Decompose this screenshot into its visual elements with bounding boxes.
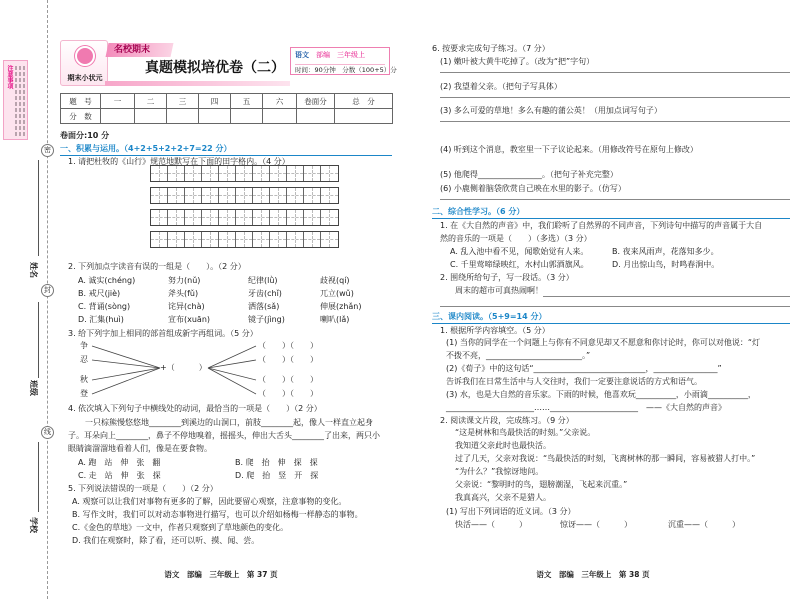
tianzige-box — [202, 188, 219, 203]
subject: 语文 — [295, 51, 309, 59]
page-title: 真题模拟培优卷（二） — [145, 60, 285, 76]
q2-option: 努力(nǔ) — [168, 276, 201, 285]
banner-text: 名校期末 — [114, 45, 151, 55]
exam-time: 时间：90分钟 — [295, 66, 336, 74]
paper-score: 卷面分:10 分 — [60, 131, 110, 140]
q2-option: 纪律(lǜ) — [248, 276, 278, 285]
s2-q1-option: B. 夜来风雨声，花落知多少。 — [612, 247, 719, 256]
passage-line: 过了几天，父亲对我说：“鸟最快活的时刻，飞离树林的那一瞬间，容易被猎人打中。” — [455, 454, 756, 463]
tianzige-box — [219, 166, 236, 181]
tianzige-box — [151, 166, 168, 181]
notice-box — [3, 60, 28, 140]
passage-line: 我知道父亲此时也最快活。 — [455, 441, 551, 450]
section-3-rule — [432, 323, 790, 324]
tianzige-box — [321, 210, 338, 225]
tianzige-box — [253, 166, 270, 181]
tianzige-box — [236, 210, 253, 225]
score-header: 总 分 — [335, 94, 393, 109]
score-cell — [263, 109, 297, 124]
s3-q1-item: (3) 水，也是大自然的音乐家。下雨的时候，他喜欢玩__________，小雨滴__________， — [446, 390, 756, 399]
score-header: 四 — [199, 94, 231, 109]
q3-word-blanks: （ ）（ ） — [258, 341, 318, 350]
q3-char: 争 — [80, 341, 88, 350]
tianzige-box — [321, 166, 338, 181]
title-underband — [105, 81, 290, 86]
tianzige-box — [151, 232, 168, 247]
section-2-rule — [432, 218, 790, 219]
tianzige-box — [304, 210, 321, 225]
tianzige-box — [253, 232, 270, 247]
q2-option: D. 汇集(huì) — [78, 315, 124, 324]
q2-option: 宣布(xuān) — [168, 315, 211, 324]
answer-line — [440, 199, 790, 200]
q4-option: C. 走 站 伸 张 探 — [78, 471, 161, 480]
passage-line: 我真高兴，父亲不是猎人。 — [455, 493, 551, 502]
tianzige-box — [151, 188, 168, 203]
score-cell — [167, 109, 199, 124]
tianzige-box — [185, 166, 202, 181]
tianzige-box — [270, 210, 287, 225]
right-footer: 语文 部编 三年级上 第 38 页 — [536, 570, 650, 579]
q4-option: A. 跑 站 伸 张 翻 — [78, 458, 161, 467]
tianzige-box — [168, 166, 185, 181]
q4-passage-line: 眼睛滴溜溜地看着人们，像是在要食物。 — [68, 444, 212, 453]
synonym-blank: 快活——（ ） — [455, 520, 527, 529]
notice-text-lines — [15, 66, 17, 136]
tianzige-box — [202, 210, 219, 225]
s2-q1-option: D. 月出惊山鸟，时鸣春涧中。 — [612, 260, 720, 269]
tianzige-box — [287, 210, 304, 225]
q6-item: (3) 多么可爱的草地！多么有趣的蒲公英！（用加点词写句子） — [440, 106, 662, 115]
s2-question-1: 1. 在《大自然的声音》中，我们聆听了自然界的不同声音，下列诗句中描写的声音属于大自 — [440, 221, 763, 230]
school-label: 学校 — [29, 517, 38, 533]
question-3: 3. 给下列字加上相同的部首组成新字再组词。（5 分） — [68, 329, 258, 338]
synonym-blank: 惊讶——（ ） — [560, 520, 632, 529]
q3-char: 忍 — [80, 355, 88, 364]
tianzige-box — [151, 210, 168, 225]
answer-line — [440, 306, 790, 307]
q2-option: 镜子(jìng) — [248, 315, 285, 324]
answer-line — [440, 121, 790, 122]
answer-line — [440, 97, 790, 98]
question-4: 4. 依次填入下列句子中横线处的动词，最恰当的一项是（ ）（2 分） — [68, 404, 322, 413]
q3-char: 登 — [80, 389, 88, 398]
passage-line: “这是树林和鸟最快活的时刻。”父亲说。 — [455, 428, 596, 437]
score-row-label: 分 数 — [61, 109, 101, 124]
q2-option: 兀立(wǔ) — [320, 289, 354, 298]
tianzige-box — [253, 188, 270, 203]
left-page — [56, 0, 398, 599]
q6-item: (5) 他爬得________________。（把句子补充完整） — [440, 170, 618, 179]
s3-q1-item: 告诉我们在日常生活中与人交往时，我们一定要注意说话的方式和语气。 — [446, 377, 702, 386]
q2-option: 伸展(zhǎn) — [320, 302, 362, 311]
q2-option: B. 戒尺(jiè) — [78, 289, 121, 298]
score-header: 五 — [231, 94, 263, 109]
seal-xian: 线 — [41, 426, 54, 439]
tianzige-box — [287, 166, 304, 181]
tianzige-box — [219, 232, 236, 247]
tianzige-box — [168, 232, 185, 247]
s2-q2-sentence: 周末的超市可真热闹啊！ — [455, 286, 543, 295]
s2-q1-option: A. 乱入池中看不见，闻歌始觉有人来。 — [450, 247, 589, 256]
q4-option: B. 爬 抬 伸 探 探 — [235, 458, 318, 467]
s3-q1-item: ______________________……______________________ ——《大自然的声音》 — [446, 403, 726, 412]
tianzige-box — [253, 210, 270, 225]
q4-passage-line: 一只棕熊慢悠悠地________到溪边的山洞口，前肢________起，像人一样直立起身 — [85, 418, 373, 427]
q6-item: (4) 听到这个消息，教室里一下子议论起来。（用修改符号在原句上修改） — [440, 145, 698, 154]
q3-word-blanks: （ ）（ ） — [258, 355, 318, 364]
s2-question-2: 2. 围绕所给句子，写一段话。（3 分） — [440, 273, 574, 282]
tianzige-box — [270, 232, 287, 247]
s3-question-1: 1. 根据所学内容填空。（5 分） — [440, 326, 550, 335]
score-table-header-row — [61, 94, 393, 109]
score-cell — [231, 109, 263, 124]
q2-option: 诧异(chà) — [168, 302, 205, 311]
section-1-title: 一、积累与运用。（4+2+5+2+2+7=22 分） — [60, 144, 232, 153]
q6-item: (2) 我望着父亲。（把句子写具体） — [440, 82, 562, 91]
tianzige-box — [287, 188, 304, 203]
tianzige-row — [150, 231, 339, 248]
score-header: 题 号 — [61, 94, 101, 109]
tianzige-box — [185, 232, 202, 247]
q2-option: 牙齿(chǐ) — [248, 289, 282, 298]
mascot-icon — [75, 46, 95, 66]
seal-mi: 密 — [41, 144, 54, 157]
tianzige-box — [236, 188, 253, 203]
tianzige-box — [287, 232, 304, 247]
question-5: 5. 下列说法错误的一项是（ ）（2 分） — [68, 484, 218, 493]
q2-option: 洒落(sǎ) — [248, 302, 280, 311]
right-page — [428, 0, 796, 599]
answer-line — [543, 296, 790, 297]
tianzige-box — [321, 188, 338, 203]
tianzige-row — [150, 209, 339, 226]
section-3-title: 三、课内阅读。（5+9=14 分） — [432, 312, 547, 321]
q3-radical-blank: +（ ） — [160, 363, 207, 372]
tianzige-row — [150, 165, 339, 182]
tianzige-box — [202, 166, 219, 181]
left-footer: 语文 部编 三年级上 第 37 页 — [164, 570, 278, 579]
score-cell — [297, 109, 335, 124]
score-header: 三 — [167, 94, 199, 109]
seal-feng: 封 — [41, 284, 54, 297]
tianzige-box — [185, 188, 202, 203]
tianzige-box — [236, 232, 253, 247]
logo-text: 期末小状元 — [67, 74, 103, 82]
question-2: 2. 下列加点字读音有误的一组是（ ）。（2 分） — [68, 262, 246, 271]
score-cell — [101, 109, 135, 124]
score-cell — [335, 109, 393, 124]
s3-q1-item: (2)《荀子》中的这句话“____________________________，________________” — [446, 364, 722, 373]
score-table — [60, 93, 393, 124]
q2-option: 斧头(fǔ) — [168, 289, 199, 298]
q5-option: C.《金色的草地》一文中，作者只观察到了草地颜色的变化。 — [72, 523, 289, 532]
s2-q1-option: C. 千里莺啼绿映红，水村山郭酒旗风。 — [450, 260, 589, 269]
q3-word-blanks: （ ）（ ） — [258, 389, 318, 398]
notice-text-lines — [23, 66, 25, 136]
passage-line: 父亲说：“黎明时的鸟，翅膀潮湿，飞起来沉重。” — [455, 480, 628, 489]
q4-option: D. 爬 抬 竖 开 探 — [235, 471, 319, 480]
score-header: 二 — [135, 94, 167, 109]
section-2-title: 二、综合性学习。（6 分） — [432, 207, 525, 216]
school-writing-line — [38, 442, 39, 512]
score-header: 六 — [263, 94, 297, 109]
q2-option: 歧视(qí) — [320, 276, 350, 285]
q2-option: 喇叭(lǎ) — [320, 315, 350, 324]
q3-word-blanks: （ ）（ ） — [258, 375, 318, 384]
tianzige-box — [202, 232, 219, 247]
tianzige-box — [219, 210, 236, 225]
tianzige-grid — [150, 165, 339, 253]
q5-option: D. 我们在观察时，除了看，还可以听、摸、闻、尝。 — [72, 536, 260, 545]
logo — [60, 40, 108, 86]
tianzige-box — [304, 188, 321, 203]
q6-item: (6) 小鹿侧着脑袋欣赏自己映在水里的影子。（仿写） — [440, 184, 626, 193]
tianzige-box — [304, 166, 321, 181]
score-table-value-row — [61, 109, 393, 124]
score-header: 一 — [101, 94, 135, 109]
class-writing-line — [38, 302, 39, 378]
tianzige-row — [150, 187, 339, 204]
s3-q2-sub-1: (1) 写出下列词语的近义词。（3 分） — [446, 507, 576, 516]
tianzige-box — [236, 166, 253, 181]
binding-dashed-line — [47, 0, 48, 599]
synonym-blank: 沉重——（ ） — [668, 520, 740, 529]
name-label: 姓名 — [29, 262, 38, 278]
question-1: 1. 请把杜牧的《山行》规范地默写在下面的田字格内。（4 分） — [68, 157, 290, 166]
edition: 部编 三年级上 — [316, 51, 365, 59]
name-writing-line — [38, 160, 39, 256]
notice-text-lines — [19, 66, 21, 136]
s2-question-1-cont: 然的音乐的一项是（ ）（多选）（3 分） — [440, 234, 592, 243]
score-cell — [135, 109, 167, 124]
tianzige-box — [168, 188, 185, 203]
q2-option: A. 诚实(chéng) — [78, 276, 136, 285]
class-label: 班级 — [29, 380, 38, 396]
tianzige-box — [270, 166, 287, 181]
passage-line: “为什么？”我惊讶地问。 — [455, 467, 544, 476]
info-box — [290, 47, 397, 75]
tianzige-box — [321, 232, 338, 247]
q4-passage-line: 子。耳朵向上________，鼻子不停地嗅着，摇摇头，伸出大舌头________了出来，两只小 — [68, 431, 380, 440]
q5-option: A. 观察可以让我们对事物有更多的了解，因此要留心观察，注意事物的变化。 — [72, 497, 347, 506]
question-6: 6. 按要求完成句子练习。（7 分） — [432, 44, 550, 53]
notice-title: 注意事项 — [6, 65, 13, 89]
exam-score: 分数（100+5）分 — [342, 66, 397, 74]
tianzige-box — [219, 188, 236, 203]
tianzige-box — [304, 232, 321, 247]
score-cell — [199, 109, 231, 124]
q5-option: B. 写作文时，我们可以对动态事物进行描写，也可以介绍如杨梅一样静态的事物。 — [72, 510, 363, 519]
section-1-rule — [60, 155, 392, 156]
s3-q1-item: 不拨不亮，________________________。” — [446, 351, 591, 360]
q3-char: 秋 — [80, 375, 88, 384]
answer-line — [440, 72, 790, 73]
tianzige-box — [185, 210, 202, 225]
tianzige-box — [168, 210, 185, 225]
q6-item: (1) 嫩叶被大黄牛吃掉了。（改为“把”字句） — [440, 57, 595, 66]
s3-q1-item: (1) 当你的同学在一个问题上与你有不同意见却又不愿意和你讨论时，你可以对他说：“灯 — [446, 338, 761, 347]
tianzige-box — [270, 188, 287, 203]
s3-question-2: 2. 阅读课文片段，完成练习。（9 分） — [440, 416, 574, 425]
score-header: 卷面分 — [297, 94, 335, 109]
q2-option: C. 背诵(sòng) — [78, 302, 131, 311]
